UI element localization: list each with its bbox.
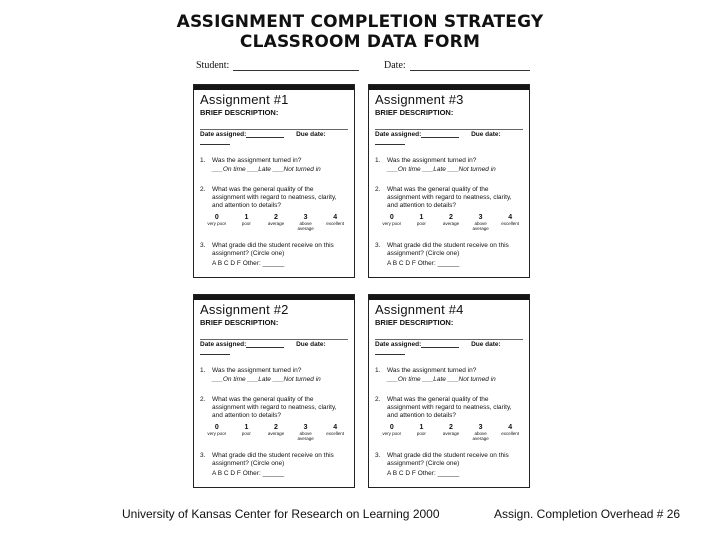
question-text: What grade did the student receive on this assignment? (Circle one) [387, 452, 509, 467]
question-1 [200, 367, 348, 375]
question-text: Was the assignment turned in? [212, 157, 302, 164]
scale-word: poor [416, 431, 426, 436]
question-number: 3. [200, 242, 206, 249]
dates-row [375, 341, 523, 355]
date-assigned-line [246, 131, 284, 138]
question-1 [200, 157, 348, 165]
footer-credit: University of Kansas Center for Research on Learning 2000 [122, 507, 440, 521]
scale-word: very poor [382, 431, 402, 436]
card-heading: Assignment #3 [375, 92, 464, 107]
scale-word: excellent [326, 431, 345, 436]
scale-number: 3 [303, 214, 308, 221]
question-number: 3. [200, 452, 206, 459]
scale-number: 4 [333, 214, 338, 221]
question-text: What was the general quality of the assignment with regard to neatness, clarity, and attention to details? [387, 396, 512, 419]
due-date-label: Due date: [471, 131, 501, 138]
scale-word: average [442, 221, 460, 226]
question-number: 2. [200, 396, 206, 403]
scale-number: 2 [274, 214, 278, 221]
scale-word: average [442, 431, 460, 436]
assignment-card-1 [193, 84, 355, 278]
date-assigned-label: Date assigned: [375, 341, 422, 348]
question-text: What grade did the student receive on this assignment? (Circle one) [212, 242, 334, 257]
turned-in-options: ___On time ___Late ___Not turned in [387, 166, 496, 173]
grade-options: A B C D F Other: ______ [212, 470, 285, 477]
description-line [200, 339, 348, 340]
dates-row [200, 341, 348, 355]
question-1 [375, 367, 523, 375]
scale-number: 4 [508, 214, 513, 221]
question-number: 3. [375, 452, 381, 459]
question-number: 1. [375, 157, 381, 164]
date-assigned-line [246, 341, 284, 348]
dates-row [200, 131, 348, 145]
question-3 [200, 452, 348, 468]
scale-word: poor [241, 221, 251, 226]
scale-word: excellent [501, 431, 520, 436]
scale-word: above average [297, 431, 314, 441]
card-heading: Assignment #4 [375, 302, 464, 317]
quality-scale [377, 424, 525, 441]
scale-number: 0 [389, 214, 394, 221]
question-text: What was the general quality of the assignment with regard to neatness, clarity, and attention to details? [212, 396, 337, 419]
question-2 [375, 186, 523, 210]
description-line [200, 129, 348, 130]
quality-scale [202, 214, 350, 231]
date-field [384, 60, 530, 71]
question-number: 1. [200, 367, 206, 374]
grade-options: A B C D F Other: ______ [387, 470, 460, 477]
scale-word: above average [472, 221, 489, 231]
student-line [233, 61, 359, 71]
question-text: Was the assignment turned in? [387, 367, 477, 374]
grade-options: A B C D F Other: ______ [212, 260, 285, 267]
scale-number: 0 [214, 424, 219, 431]
scale-word: average [267, 221, 285, 226]
due-date-line [375, 138, 405, 145]
question-number: 3. [375, 242, 381, 249]
card-header-bar [369, 85, 529, 90]
date-line [410, 61, 530, 71]
question-2 [200, 186, 348, 210]
question-3 [200, 242, 348, 258]
question-1 [375, 157, 523, 165]
due-date-label: Due date: [296, 131, 326, 138]
scale-number: 1 [244, 214, 249, 221]
quality-scale [377, 214, 525, 231]
student-label: Student: [196, 60, 230, 71]
question-text: What grade did the student receive on this assignment? (Circle one) [387, 242, 509, 257]
scale-word: poor [241, 431, 251, 436]
scale-number: 0 [389, 424, 394, 431]
turned-in-options: ___On time ___Late ___Not turned in [212, 376, 321, 383]
question-number: 1. [375, 367, 381, 374]
description-line [375, 339, 523, 340]
turned-in-options: ___On time ___Late ___Not turned in [387, 376, 496, 383]
brief-description-label: BRIEF DESCRIPTION: [200, 108, 279, 117]
scale-number: 0 [214, 214, 219, 221]
scale-number: 3 [478, 424, 483, 431]
form-title: ASSIGNMENT COMPLETION STRATEGY [176, 12, 544, 32]
date-label: Date: [384, 60, 406, 71]
scale-number: 3 [303, 424, 308, 431]
scale-word: very poor [207, 431, 227, 436]
question-2 [375, 396, 523, 420]
date-assigned-label: Date assigned: [200, 341, 247, 348]
student-field [196, 60, 359, 71]
scale-word: very poor [207, 221, 227, 226]
scale-number: 3 [478, 214, 483, 221]
brief-description-label: BRIEF DESCRIPTION: [375, 318, 454, 327]
question-number: 2. [375, 186, 381, 193]
dates-row [375, 131, 523, 145]
scale-word: poor [416, 221, 426, 226]
scale-number: 2 [449, 214, 453, 221]
question-number: 2. [375, 396, 381, 403]
date-assigned-line [421, 341, 459, 348]
card-heading: Assignment #1 [200, 92, 289, 107]
scale-number: 1 [244, 424, 249, 431]
question-number: 2. [200, 186, 206, 193]
card-header-bar [369, 295, 529, 300]
scale-word: excellent [326, 221, 345, 226]
assignment-card-2 [193, 294, 355, 488]
scale-word: very poor [382, 221, 402, 226]
scale-word: above average [297, 221, 314, 231]
form-subtitle: CLASSROOM DATA FORM [239, 32, 481, 52]
due-date-line [375, 348, 405, 355]
question-2 [200, 396, 348, 420]
question-3 [375, 452, 523, 468]
due-date-label: Due date: [471, 341, 501, 348]
card-header-bar [194, 295, 354, 300]
question-text: What grade did the student receive on this assignment? (Circle one) [212, 452, 334, 467]
due-date-line [200, 138, 230, 145]
footer-overhead-number: Assign. Completion Overhead # 26 [494, 507, 681, 521]
question-3 [375, 242, 523, 258]
question-text: What was the general quality of the assignment with regard to neatness, clarity, and attention to details? [387, 186, 512, 209]
due-date-line [200, 348, 230, 355]
date-assigned-label: Date assigned: [375, 131, 422, 138]
scale-word: excellent [501, 221, 520, 226]
scale-number: 1 [419, 424, 424, 431]
due-date-label: Due date: [296, 341, 326, 348]
turned-in-options: ___On time ___Late ___Not turned in [212, 166, 321, 173]
question-text: What was the general quality of the assignment with regard to neatness, clarity, and attention to details? [212, 186, 337, 209]
assignment-card-3 [368, 84, 530, 278]
card-heading: Assignment #2 [200, 302, 289, 317]
brief-description-label: BRIEF DESCRIPTION: [200, 318, 279, 327]
date-assigned-label: Date assigned: [200, 131, 247, 138]
scale-number: 2 [449, 424, 453, 431]
description-line [375, 129, 523, 130]
question-text: Was the assignment turned in? [387, 157, 477, 164]
question-number: 1. [200, 157, 206, 164]
assignment-card-4 [368, 294, 530, 488]
scale-number: 1 [419, 214, 424, 221]
scale-number: 2 [274, 424, 278, 431]
scale-number: 4 [508, 424, 513, 431]
question-text: Was the assignment turned in? [212, 367, 302, 374]
scale-word: average [267, 431, 285, 436]
date-assigned-line [421, 131, 459, 138]
scale-number: 4 [333, 424, 338, 431]
grade-options: A B C D F Other: ______ [387, 260, 460, 267]
brief-description-label: BRIEF DESCRIPTION: [375, 108, 454, 117]
card-header-bar [194, 85, 354, 90]
quality-scale [202, 424, 350, 441]
scale-word: above average [472, 431, 489, 441]
